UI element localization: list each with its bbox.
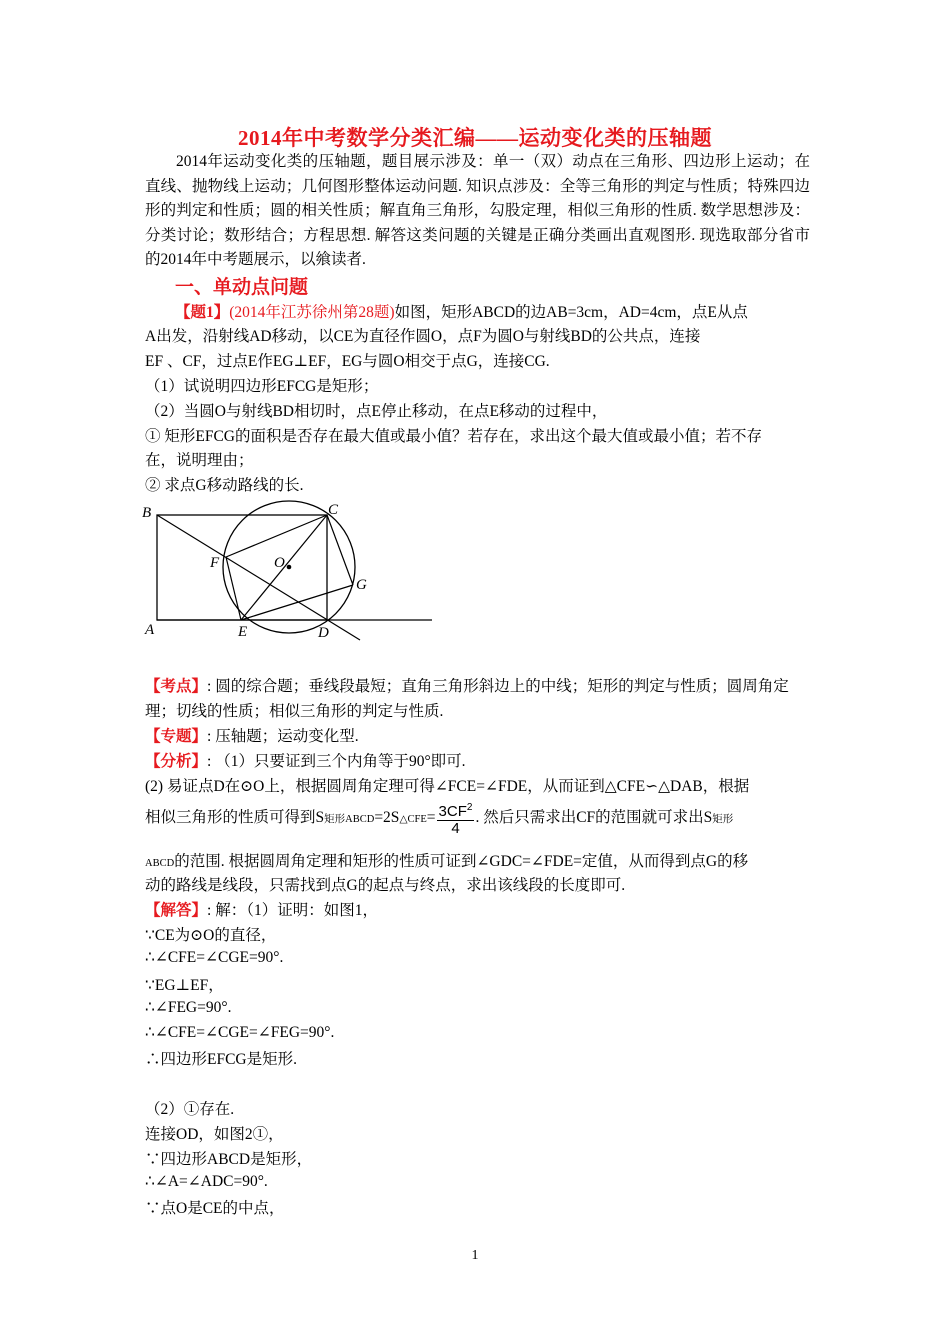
- kaodian-line-2: 理；切线的性质；相似三角形的判定与性质.: [145, 703, 444, 720]
- center-point-o: [287, 565, 292, 570]
- problem-text: 如图，矩形ABCD的边AB=3cm，AD=4cm，点E从点: [394, 304, 748, 321]
- ray-bd: [157, 515, 360, 640]
- question-2a-line-2: 在，说明理由；: [145, 452, 254, 469]
- jieda-intro: : 解：（1）证明：如图1，: [207, 902, 378, 919]
- label-g: G: [356, 577, 367, 593]
- solution-step: ∵CE为⊙O的直径，: [145, 927, 277, 944]
- kaodian-line-1: [145, 674, 789, 696]
- fenxi-line-5: 动的路线是线段，只需找到点G的起点与终点，求出该线段的长度即可.: [145, 877, 626, 894]
- question-2b: ② 求点G移动路线的长.: [145, 477, 304, 494]
- label-a: A: [145, 622, 155, 638]
- solution-step: ∴四边形EFCG是矩形.: [145, 1051, 297, 1068]
- solution-step: ∴∠CFE=∠CGE=90°.: [145, 949, 284, 966]
- question-1: （1）试说明四边形EFCG是矩形；: [145, 378, 379, 395]
- solution-step: ∴∠FEG=90°.: [145, 999, 232, 1016]
- label-c: C: [328, 502, 339, 518]
- kaodian-tag: 【考点】: [145, 678, 208, 695]
- solution-part2-step: 连接OD，如图2①，: [145, 1126, 284, 1143]
- intro-paragraph: 2014年运动变化类的压轴题，题目展示涉及：单一（双）动点在三角形、四边形上运动；在直线、抛物线上运动；几何图形整体运动问题. 知识点涉及：全等三角形的判定与性质；特殊四边形的判定和性质；圆的相关性质；解直角三角形，勾股定理，相似三角形的性质. 数学思想涉及：分类讨论；数形结合；方程思想. 解答这类问题的关键是正确分类画出直观图形. 现选取部分省市的2014年中考题展示，以飨读者.: [145, 153, 810, 269]
- solution-step: ∵EG⊥EF，: [145, 977, 224, 994]
- fenxi-text: : （1）只要证到三个内角等于90°即可.: [207, 753, 466, 770]
- jieda-line: [145, 898, 378, 920]
- question-2a-line-1: ① 矩形EFCG的面积是否存在最大值或最小值？若存在，求出这个最大值或最小值；若不存: [145, 428, 762, 445]
- fenxi-line-4: ABCD的范围. 根据圆周角定理和矩形的性质可证到∠GDC=∠FDE=定值，从而得到点G的移: [145, 853, 749, 870]
- solution-part2-step: ∴∠A=∠ADC=90°.: [145, 1173, 268, 1190]
- fenxi-line-2: (2) 易证点D在⊙O上，根据圆周角定理可得∠FCE=∠FDE，从而证到△CFE∽△DAB，根据: [145, 778, 750, 795]
- label-e: E: [238, 624, 248, 640]
- fenxi-tag: 【分析】: [145, 753, 208, 770]
- page-number: 1: [471, 1248, 479, 1263]
- zhuanti-line: [145, 724, 359, 746]
- label-f: F: [210, 555, 220, 571]
- fenxi-line-3: 相似三角形的性质可得到S矩形ABCD=2S△CFE= $\frac{3CF^2}{4}$ . 然后只需求出CF的范围就可求出S矩形: [145, 802, 734, 837]
- geometry-figure: [140, 495, 440, 645]
- problem-tag: 【题1】: [175, 304, 230, 321]
- problem-source: (2014年江苏徐州第28题): [229, 304, 395, 321]
- segment-eg: [241, 585, 353, 620]
- fraction-3cf2-over-4: $\frac{3CF^2}{4}$: [438, 802, 473, 837]
- label-o: O: [274, 555, 285, 571]
- solution-part2-step: （2）①存在.: [145, 1101, 235, 1118]
- problem-line-1: [175, 300, 748, 322]
- problem-line-2: A出发，沿射线AD移动，以CE为直径作圆O，点F为圆O与射线BD的公共点，连接: [145, 328, 701, 345]
- section-heading: 一、单动点问题: [175, 277, 309, 298]
- solution-part2-step: ∵四边形ABCD是矩形，: [145, 1151, 313, 1168]
- document-title: 2014年中考数学分类汇编——运动变化类的压轴题: [238, 126, 712, 150]
- label-b: B: [142, 505, 152, 521]
- solution-part2-step: ∵点O是CE的中点，: [145, 1200, 285, 1217]
- problem-line-3: EF 、CF，过点E作EG⊥EF，EG与圆O相交于点G，连接CG.: [145, 353, 550, 370]
- fenxi-line-1: [145, 749, 466, 771]
- jieda-tag: 【解答】: [145, 902, 208, 919]
- segment-ef: [226, 557, 241, 620]
- solution-step: ∴∠CFE=∠CGE=∠FEG=90°.: [145, 1024, 335, 1041]
- question-2: （2）当圆O与射线BD相切时，点E停止移动，在点E移动的过程中，: [145, 403, 608, 420]
- zhuanti-tag: 【专题】: [145, 728, 208, 745]
- kaodian-text: : 圆的综合题；垂线段最短；直角三角形斜边上的中线；矩形的判定与性质；圆周角定: [207, 678, 789, 695]
- label-d: D: [318, 625, 329, 641]
- zhuanti-text: : 压轴题；运动变化型.: [207, 728, 359, 745]
